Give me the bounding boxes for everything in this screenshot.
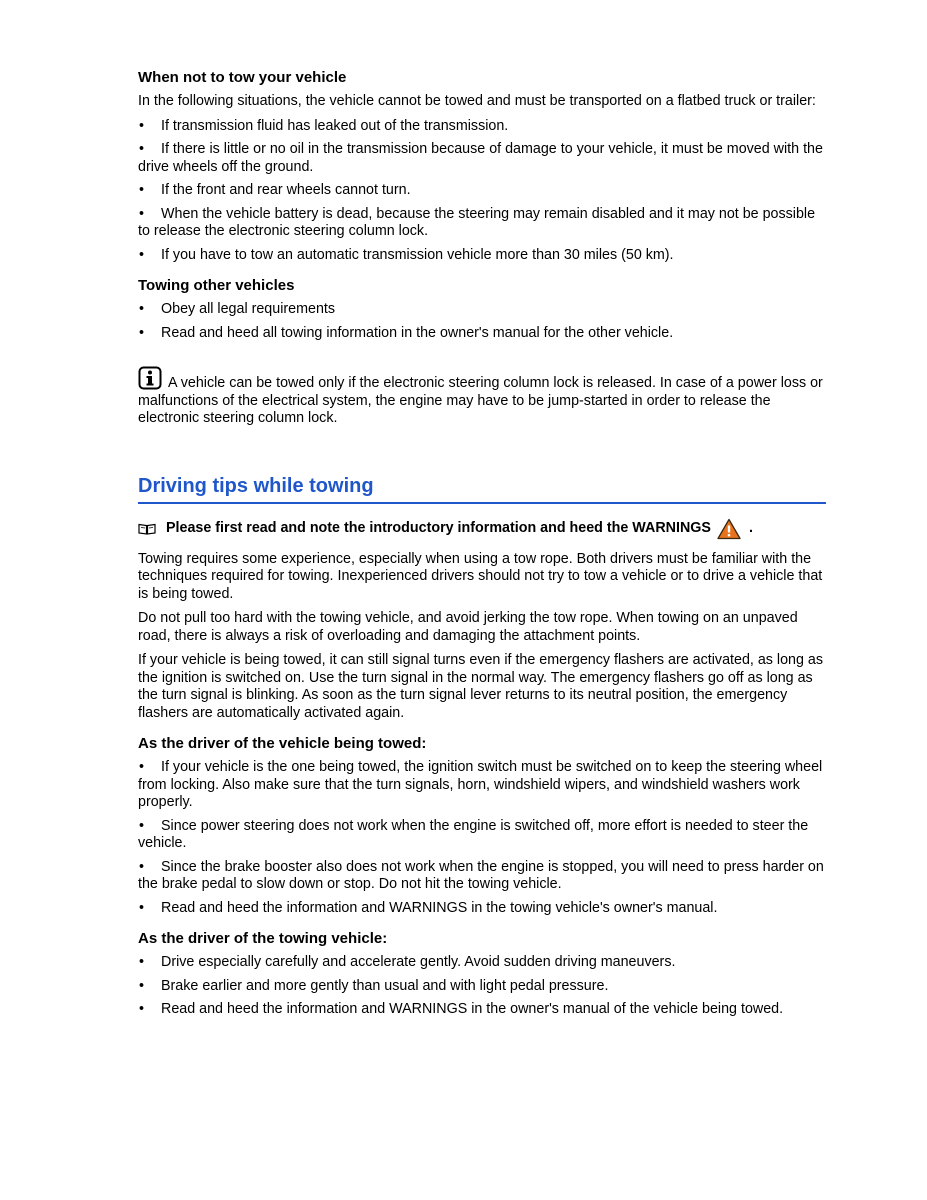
bullet: •	[139, 141, 145, 157]
list-item-text: Read and heed the information and WARNINGS in the towing vehicle's owner's manual.	[161, 899, 718, 916]
list-item-text: If the front and rear wheels cannot turn.	[161, 182, 411, 198]
list-item-text: If transmission fluid has leaked out of the transmission.	[161, 117, 509, 134]
list-item	[138, 247, 826, 265]
bullet: •	[139, 817, 145, 834]
list-item-text: Since the brake booster also does not work when the engine is stopped, you will need to press harder on the brake pedal to slow down or stop. Do not hit the towing vehicle.	[138, 858, 824, 892]
list-item	[138, 301, 826, 319]
bullet: •	[139, 759, 145, 775]
section-heading-driver-being-towed: As the driver of the vehicle being towed:	[138, 735, 427, 752]
list-item-text: Brake earlier and more gently than usual and with light pedal pressure.	[161, 977, 609, 994]
section-heading-towing-other-vehicles: Towing other vehicles	[138, 277, 295, 294]
list-item	[138, 759, 826, 812]
bullet: •	[139, 858, 145, 875]
paragraph: If your vehicle is being towed, it can still signal turns even if the emergency flashers are activated, as long as the ignition is switched on. Use the turn signal in the normal way. The emergency flashers go off as long as the turn signal is blinking. As soon as the turn signal lever returns to its neutral position, the emergency flashers are automatically activated again.	[138, 652, 824, 721]
bullet: •	[139, 117, 145, 134]
bullet: •	[139, 324, 145, 341]
list-item-text: When the vehicle battery is dead, because the steering may remain disabled and it may not be possible to release the electronic steering column lock.	[138, 205, 816, 239]
towing-other-vehicles-list	[138, 301, 826, 342]
intro-reference-line	[138, 518, 826, 540]
bullet: •	[139, 899, 145, 916]
section-heading-driver-towing: As the driver of the towing vehicle:	[138, 930, 388, 947]
list-item	[138, 859, 826, 894]
intro-reference-text: Please first read and note the introductory information and heed the WARNINGS	[166, 519, 711, 536]
list-item	[138, 1001, 826, 1019]
list-item	[138, 182, 826, 200]
book-icon	[138, 523, 156, 535]
bullet: •	[139, 205, 145, 222]
list-item-text: If there is little or no oil in the transmission because of damage to your vehicle, it must be moved with the drive wheels off the ground.	[138, 141, 823, 175]
info-icon	[138, 366, 162, 390]
intro-reference-end: .	[748, 519, 753, 536]
bullet: •	[139, 977, 145, 994]
document-page	[138, 68, 826, 1025]
list-item-text: Read and heed all towing information in the owner's manual for the other vehicle.	[161, 324, 674, 341]
list-item	[138, 978, 826, 996]
when-not-to-tow-list	[138, 118, 826, 265]
paragraph: Towing requires some experience, especially when using a tow rope. Both drivers must be familiar with the techniques required for towing. Inexperienced drivers should not try to tow a vehicle or to drive a vehicle that is being towed.	[138, 550, 823, 602]
list-item-text: Obey all legal requirements	[161, 301, 336, 317]
list-item	[138, 325, 826, 343]
bullet: •	[139, 954, 145, 970]
list-item-text: Since power steering does not work when the engine is switched off, more effort is needed to steer the vehicle.	[138, 817, 809, 851]
bullet: •	[139, 1001, 145, 1017]
info-note-text: A vehicle can be towed only if the electronic steering column lock is released. In case of a power loss or malfunctions of the electrical system, the engine may have to be jump-started in order to release the electronic steering column lock.	[138, 375, 823, 426]
list-item	[138, 206, 826, 241]
list-item	[138, 818, 826, 853]
warning-triangle-icon[interactable]	[717, 518, 741, 540]
driver-towing-list	[138, 954, 826, 1019]
list-item	[138, 900, 826, 918]
bullet: •	[139, 246, 145, 263]
paragraph: Do not pull too hard with the towing vehicle, and avoid jerking the tow rope. When towing on an unpaved road, there is always a risk of overloading and damaging the attachment points.	[138, 610, 798, 644]
list-item	[138, 118, 826, 136]
list-item	[138, 954, 826, 972]
bullet: •	[139, 301, 145, 317]
info-note	[138, 366, 826, 428]
list-item-text: If your vehicle is the one being towed, the ignition switch must be switched on to keep the steering wheel from locking. Also make sure that the turn signals, horn, windshield wipers, and windshield washers work properly.	[138, 759, 823, 810]
list-item-text: Drive especially carefully and accelerate gently. Avoid sudden driving maneuvers.	[161, 954, 676, 970]
list-item-text: If you have to tow an automatic transmission vehicle more than 30 miles (50 km).	[161, 246, 674, 263]
section-title-driving-tips: Driving tips while towing	[138, 474, 826, 504]
driver-being-towed-list	[138, 759, 826, 917]
list-item	[138, 141, 826, 176]
bullet: •	[139, 182, 145, 198]
list-item-text: Read and heed the information and WARNINGS in the owner's manual of the vehicle being towed.	[161, 1001, 784, 1017]
section-intro-when-not-to-tow: In the following situations, the vehicle cannot be towed and must be transported on a flatbed truck or trailer:	[138, 93, 816, 109]
section-heading-when-not-to-tow: When not to tow your vehicle	[138, 69, 347, 86]
